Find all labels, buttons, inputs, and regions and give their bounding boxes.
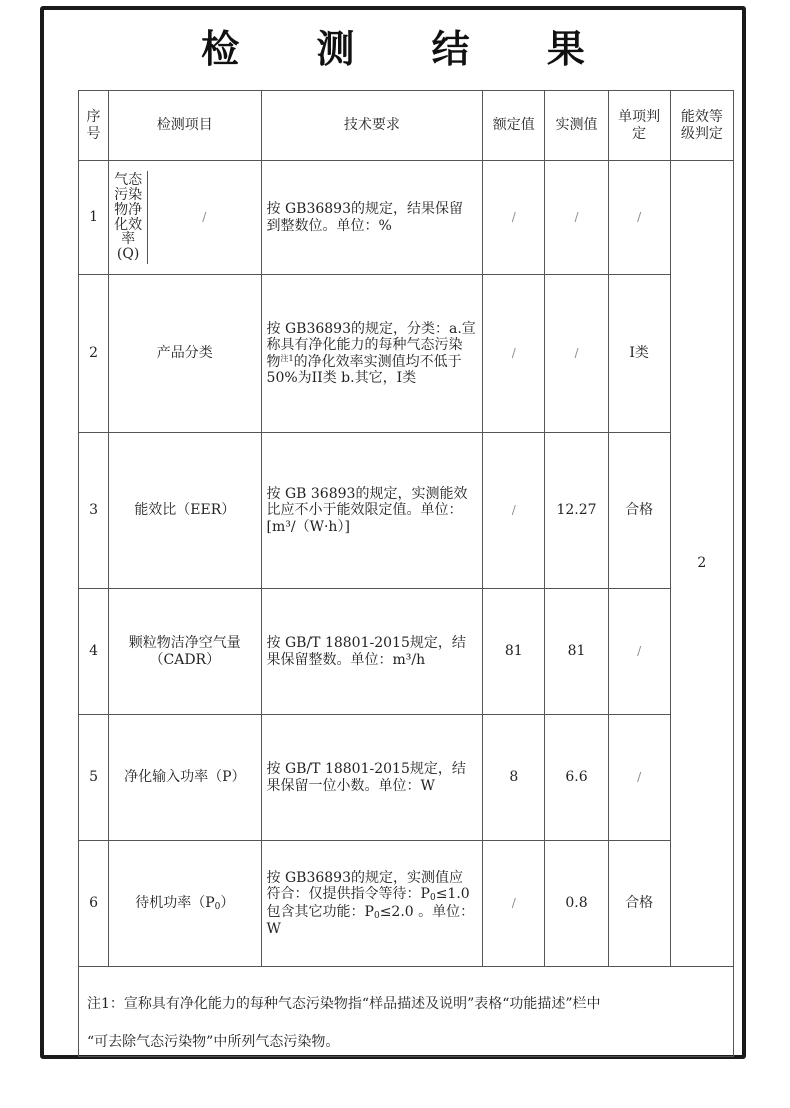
table-row bbox=[79, 589, 734, 715]
row-req: 按 GB 36893的规定，实测能效比应不小于能效限定值。单位：[m³/（W·h）] bbox=[261, 433, 483, 589]
footnote-line-1: 注1：宣称具有净化能力的每种气态污染物指“样品描述及说明”表格“功能描述”栏中 bbox=[87, 996, 601, 1012]
row-no: 5 bbox=[79, 715, 109, 841]
row-no: 4 bbox=[79, 589, 109, 715]
header-rated: 额定值 bbox=[483, 91, 545, 161]
row-req: 按 GB36893的规定，实测值应符合：仅提供指令等待：$P_0\le 1.0$ 包含其它功能：$P_0\le 2.0$ 。单位：W bbox=[261, 841, 483, 967]
item-sub-value: / bbox=[202, 210, 207, 225]
row-measured: 6.6 bbox=[545, 715, 608, 841]
row-rated: 81 bbox=[483, 589, 545, 715]
row-item: 待机功率$(P_0)$ bbox=[109, 841, 261, 967]
row-rated: / bbox=[483, 275, 545, 433]
row-rated: 8 bbox=[483, 715, 545, 841]
row-no: 3 bbox=[79, 433, 109, 589]
header-item: 检测项目 bbox=[109, 91, 261, 161]
results-table bbox=[78, 90, 734, 967]
row-item: 净化输入功率（P） bbox=[109, 715, 261, 841]
row-req: 按 GB/T 18801-2015规定，结果保留整数。单位：m³/h bbox=[261, 589, 483, 715]
row-rated: / bbox=[483, 433, 545, 589]
row-item bbox=[109, 161, 261, 275]
row-judge: / bbox=[608, 161, 670, 275]
row-rated: / bbox=[483, 161, 545, 275]
row-measured: / bbox=[545, 275, 608, 433]
footnote bbox=[78, 965, 734, 1057]
table-row bbox=[79, 841, 734, 967]
row-req: 按 GB36893的规定，结果保留到整数位。单位：% bbox=[261, 161, 483, 275]
header-no: 序号 bbox=[79, 91, 109, 161]
footnote-line-2: “可去除气态污染物”中所列气态污染物。 bbox=[87, 1034, 340, 1050]
row-measured: 81 bbox=[545, 589, 608, 715]
row-no: 1 bbox=[79, 161, 109, 275]
table-row bbox=[79, 715, 734, 841]
table-row bbox=[79, 161, 734, 275]
table-row bbox=[79, 433, 734, 589]
report-frame bbox=[40, 6, 746, 1059]
row-measured: 0.8 bbox=[545, 841, 608, 967]
grade-cell: 2 bbox=[670, 161, 733, 967]
row-item: 产品分类 bbox=[109, 275, 261, 433]
row-measured: 12.27 bbox=[545, 433, 608, 589]
page-title: 检 测 结 果 bbox=[201, 27, 617, 71]
header-grade: 能效等级判定 bbox=[670, 91, 733, 161]
row-req: 按 GB/T 18801-2015规定，结果保留一位小数。单位：W bbox=[261, 715, 483, 841]
row-judge: 合格 bbox=[608, 433, 670, 589]
row-item: 能效比（EER） bbox=[109, 433, 261, 589]
table-row bbox=[79, 275, 734, 433]
item-sub-name: 气态污染物净化效率(Q) bbox=[109, 171, 148, 263]
header-single: 单项判定 bbox=[608, 91, 670, 161]
row-rated: / bbox=[483, 841, 545, 967]
row-judge: 合格 bbox=[608, 841, 670, 967]
row-no: 6 bbox=[79, 841, 109, 967]
row-measured: / bbox=[545, 161, 608, 275]
table-header-row bbox=[79, 91, 734, 161]
row-judge: / bbox=[608, 715, 670, 841]
row-judge: I类 bbox=[608, 275, 670, 433]
row-judge: / bbox=[608, 589, 670, 715]
row-item: 颗粒物洁净空气量（CADR） bbox=[109, 589, 261, 715]
row-no: 2 bbox=[79, 275, 109, 433]
header-measured: 实测值 bbox=[545, 91, 608, 161]
row-req: 按 GB36893的规定，分类：a.宣称具有净化能力的每种气态污染物$^{注1}$的净化效率实测值均不低于50%为II类 b.其它，I类 bbox=[261, 275, 483, 433]
header-req: 技术要求 bbox=[261, 91, 483, 161]
